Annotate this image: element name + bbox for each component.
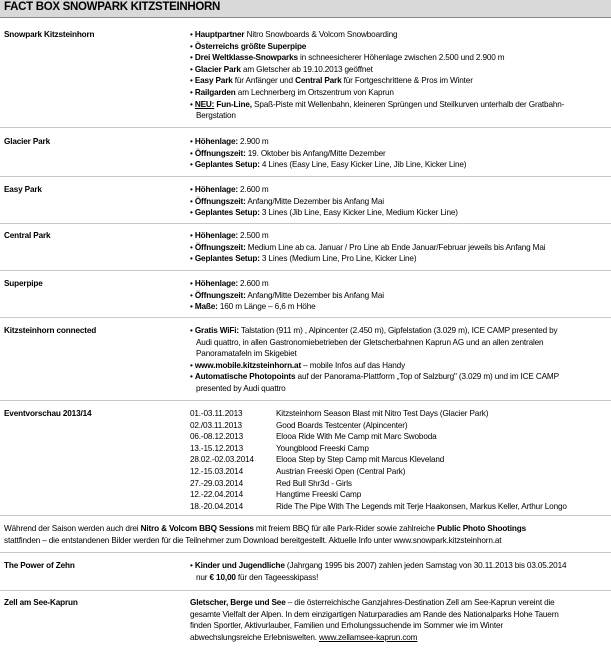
event-date: 02./03.11.2013 [190,420,242,430]
page-title: FACT BOX SNOWPARK KITZSTEINHORN [4,1,221,13]
divider [0,400,611,401]
divider [0,317,611,318]
section-label: Kitzsteinhorn connected [4,326,97,335]
bullet-continuation: nur € 10,00 für den Tageesskipass! [196,572,319,582]
event-title: Ride The Pipe With The Legends mit Terje Haakonsen, Markus Keller, Arthur Longo [276,501,567,511]
zell-link[interactable]: www.zellamsee-kaprun.com [319,632,418,642]
event-title: Red Bull Shr3d - Girls [276,478,352,488]
event-title: Kitzsteinhorn Season Blast mit Nitro Test Days (Glacier Park) [276,409,489,418]
bullet-item: • Gratis WiFi: Talstation (911 m) , Alpincenter (2.450 m), Gipfelstation (3.029 m), ICE CAMP presented by [190,326,558,335]
bullet-item: • Öffnungszeit: Anfang/Mitte Dezember bis Anfang Mai [190,196,384,206]
section-body [190,184,605,219]
bullet-continuation: Audi quattro, in allen Gastronomiebetrieben der Gletscherbahnen Kaprun AG und an allen zentralen [196,337,544,347]
bullet-item: • www.mobile.kitzsteinhorn.at – mobile Infos auf das Handy [190,360,406,370]
bullet-item: • Höhenlage: 2.500 m [190,231,269,240]
bullet-item: • Öffnungszeit: Anfang/Mitte Dezember bis Anfang Mai [190,290,384,300]
event-title: Hangtime Freeski Camp [276,490,362,500]
event-title: Elooa Ride With Me Camp mit Marc Swoboda [276,432,437,442]
event-row [190,454,605,466]
event-date: 27.-29.03.2014 [190,478,243,488]
section-label: Eventvorschau 2013/14 [4,409,92,418]
section-body [190,29,605,122]
bullet-item: • Höhenlage: 2.600 m [190,279,269,288]
section-body [190,325,605,395]
divider [0,127,611,128]
event-date: 28.02.-02.03.2014 [190,455,254,465]
bullet-item: • NEU: Fun-Line, Spaß-Piste mit Wellenbahn, kleineren Sprüngen und Steilkurven unterhalb der Gratbahn- [190,99,565,109]
bullet-continuation: Panoramatafeln im Skigebiet [196,349,297,359]
bullet-item: • Geplantes Setup: 3 Lines (Medium Line, Pro Line, Kicker Line) [190,254,417,264]
event-row [190,478,605,490]
bullet-item: • Glacier Park am Gletscher ab 19.10.2013 geöffnet [190,64,373,74]
event-title: Youngblood Freeski Camp [276,443,369,453]
event-list [190,408,605,512]
event-date: 12.-22.04.2014 [190,490,243,500]
title-bar [0,0,611,18]
bullet-item: • Kinder und Jugendliche (Jahrgang 1995 bis 2007) zahlen jeden Samstag von 30.11.2013 bis 03.05.2014 [190,561,567,570]
divider [0,223,611,224]
event-row [190,420,605,432]
bullet-item: • Easy Park für Anfänger und Central Park für Fortgeschrittene & Pros im Winter [190,76,473,86]
season-paragraph: Während der Saison werden auch drei Nitro & Volcom BBQ Sessions mit freiem BBQ für alle Park-Rider sowie zahlreiche Public Photo Shootings stattfinden – die entstandenen Bilder werden für die Teilnehmer zum Download bereitgestellt. Aktuelle Info unter www.snowpark.kitzsteinhorn.at [4,524,526,545]
divider [0,515,611,516]
divider [0,176,611,177]
event-row [190,489,605,501]
section-label: Glacier Park [4,137,50,146]
section-label: Superpipe [4,279,43,288]
bullet-item: • Maße: 160 m Länge – 6,6 m Höhe [190,302,316,312]
section-label: Zell am See-Kaprun [4,598,78,607]
event-date: 18.-20.04.2014 [190,501,243,511]
event-row [190,501,605,513]
divider [0,552,611,553]
section-body [190,278,605,313]
section-label: Easy Park [4,185,42,194]
event-date: 12.-15.03.2014 [190,466,243,476]
event-date: 01.-03.11.2013 [190,409,243,418]
event-date: 13.-15.12.2013 [190,443,243,453]
section-body [190,560,605,583]
bullet-continuation: presented by Audi quattro [196,383,286,393]
event-row [190,466,605,478]
event-title: Austrian Freeski Open (Central Park) [276,466,406,476]
bullet-item: • Höhenlage: 2.900 m [190,137,269,146]
bullet-item: • Öffnungszeit: Medium Line ab ca. Januar / Pro Line ab Ende Januar/Februar jeweils bis Anfang Mai [190,242,546,252]
section-label: Central Park [4,231,51,240]
event-row [190,408,605,420]
section-body: Gletscher, Berge und See – die österreichische Ganzjahres-Destination Zell am See-Kaprun vereint die gesamte Vielfalt der Alpen. In dem einzigartigen Naturparadies am Rande des Nationalparks Hohe Tauern finden Sportler, Aktivurlauber, Familien und Erholungssuchende im Sommer wie im Winter abwechslungsreiche Erlebniswelten. www.zellamsee-kaprun.com [190,598,559,642]
bullet-item: • Railgarden am Lechnerberg im Ortszentrum von Kaprun [190,87,394,97]
event-title: Good Boards Testcenter (Alpincenter) [276,420,408,430]
event-date: 06.-08.12.2013 [190,432,243,442]
divider [0,270,611,271]
bullet-continuation: Bergstation [196,111,236,121]
bullet-item: • Höhenlage: 2.600 m [190,185,269,194]
section-label: Snowpark Kitzsteinhorn [4,30,95,39]
event-title: Elooa Step by Step Camp mit Marcus Kleveland [276,455,445,465]
divider [0,590,611,591]
bullet-item: • Automatische Photopoints auf der Panorama-Plattform „Top of Salzburg" (3.029 m) und im ICE CAMP [190,372,559,382]
event-row [190,431,605,443]
bullet-item: • Hauptpartner Nitro Snowboards & Volcom Snowboarding [190,30,398,39]
section-body [190,230,605,265]
event-row [190,443,605,455]
bullet-item: • Geplantes Setup: 3 Lines (Jib Line, Easy Kicker Line, Medium Kicker Line) [190,208,458,218]
bullet-item: • Öffnungszeit: 19. Oktober bis Anfang/Mitte Dezember [190,148,386,158]
bullet-item: • Österreichs größte Superpipe [190,41,307,51]
bullet-item: • Drei Weltklasse-Snowparks in schneesicherer Höhenlage zwischen 2.500 und 2.900 m [190,53,505,63]
section-body [190,136,605,171]
section-label: The Power of Zehn [4,561,75,570]
bullet-item: • Geplantes Setup: 4 Lines (Easy Line, Easy Kicker Line, Jib Line, Kicker Line) [190,160,467,170]
